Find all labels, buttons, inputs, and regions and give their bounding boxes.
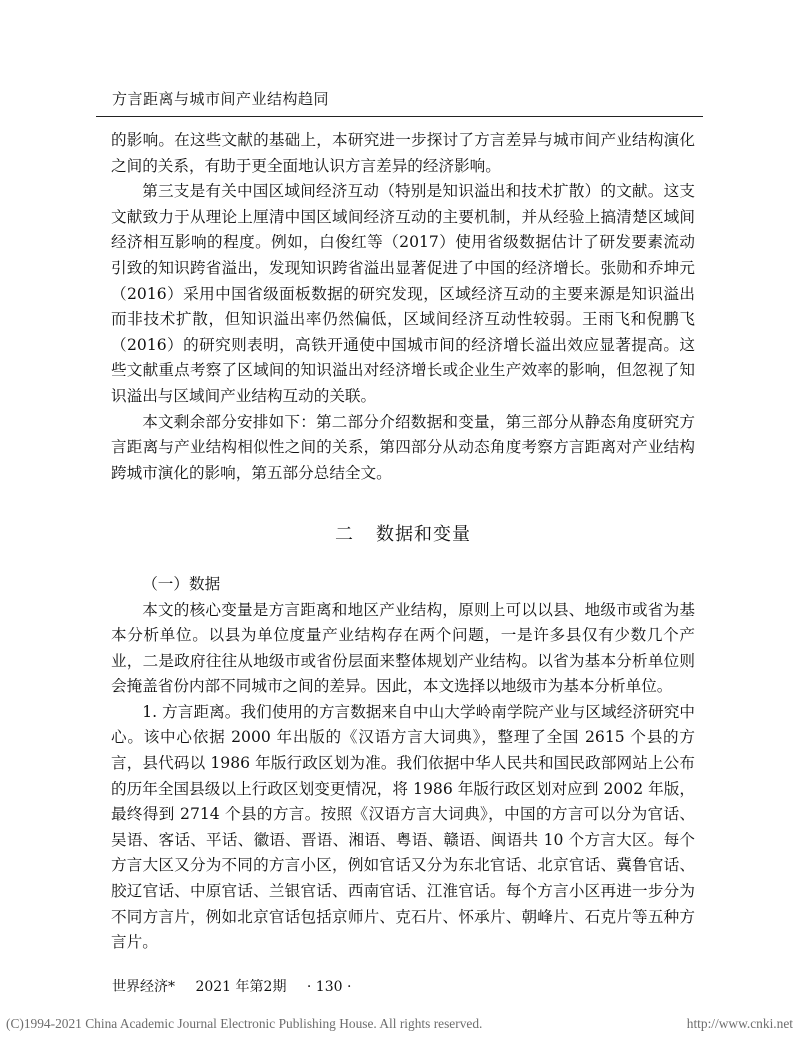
section-heading [111,522,695,548]
journal-name: 世界经济* [112,979,175,995]
header-rule [96,116,703,117]
running-title: 方言距离与城市间产业结构趋同 [112,90,330,108]
copyright-text: (C)1994-2021 China Academic Journal Electronic Publishing House. All rights reserved. [6,1016,483,1031]
paragraph-3: 本文剩余部分安排如下：第二部分介绍数据和变量，第三部分从静态角度研究方言距离与产业结构相似性之间的关系，第四部分从动态角度考察方言距离对产业结构跨城市演化的影响，第五部分总结全文。 [111,412,695,482]
paragraph-1: 的影响。在这些文献的基础上，本研究进一步探讨了方言差异与城市间产业结构演化之间的关系，有助于更全面地认识方言差异的经济影响。 [111,131,695,175]
paragraph-2: 第三支是有关中国区域间经济互动（特别是知识溢出和技术扩散）的文献。这支文献致力于从理论上厘清中国区域间经济互动的主要机制，并从经验上搞清楚区域间经济相互影响的程度。例如，白俊红等（2017）使用省级数据估计了研发要素流动引致的知识跨省溢出，发现知识跨省溢出显著促进了中国的经济增长。张勋和乔坤元（2016）采用中国省级面板数据的研究发现，区域经济互动的主要来源是知识溢出而非技术扩散，但知识溢出率仍然偏低，区域间经济互动性较弱。王雨飞和倪鹏飞（2016）的研究则表明，高铁开通使中国城市间的经济增长溢出效应显著提高。这些文献重点考察了区域间的知识溢出对经济增长或企业生产效率的影响，但忽视了知识溢出与区域间产业结构互动的关联。 [111,182,695,405]
paragraph-4: 本文的核心变量是方言距离和地区产业结构，原则上可以以县、地级市或省为基本分析单位。以县为单位度量产业结构存在两个问题，一是许多县仅有少数几个产业，二是政府往往从地级市或省份层面来整体规划产业结构。以省为基本分析单位则会掩盖省份内部不同城市之间的差异。因此，本文选择以地级市为基本分析单位。 [111,600,695,696]
page-footer [112,976,367,996]
page-number: · 130 · [306,979,352,995]
cnki-link[interactable]: http://www.cnki.net [686,1016,793,1031]
paragraph-5: 1. 方言距离。我们使用的方言数据来自中山大学岭南学院产业与区域经济研究中心。该中心依据 2000 年出版的《汉语方言大词典》，整理了全国 2615 个县的方言，县代码以 1986 年版行政区划为准。我们依据中华人民共和国民政部网站上公布的历年全国县级以上行政区划变更情况，将 1986 年版行政区划对应到 2002 年版，最终得到 2714 个县的方言。按照《汉语方言大词典》，中国的方言可以分为官话、吴语、客话、平话、徽语、晋语、湘语、粤语、赣语、闽语共 10 个方言大区。每个方言大区又分为不同的方言小区，例如官话又分为东北官话、北京官话、冀鲁官话、胶辽官话、中原官话、兰银官话、西南官话、江淮官话。每个方言小区再进一步分为不同方言片，例如北京官话包括京师片、克石片、怀承片、朝峰片、石克片等五种方言片。 [111,702,695,952]
copyright-bar [6,1016,793,1032]
section-number: 二 [335,524,354,546]
section-title: 数据和变量 [376,524,471,546]
issue-label: 2021 年第2期 [195,979,287,995]
subsection-heading: （一）数据 [142,574,221,593]
article-body [111,128,695,956]
